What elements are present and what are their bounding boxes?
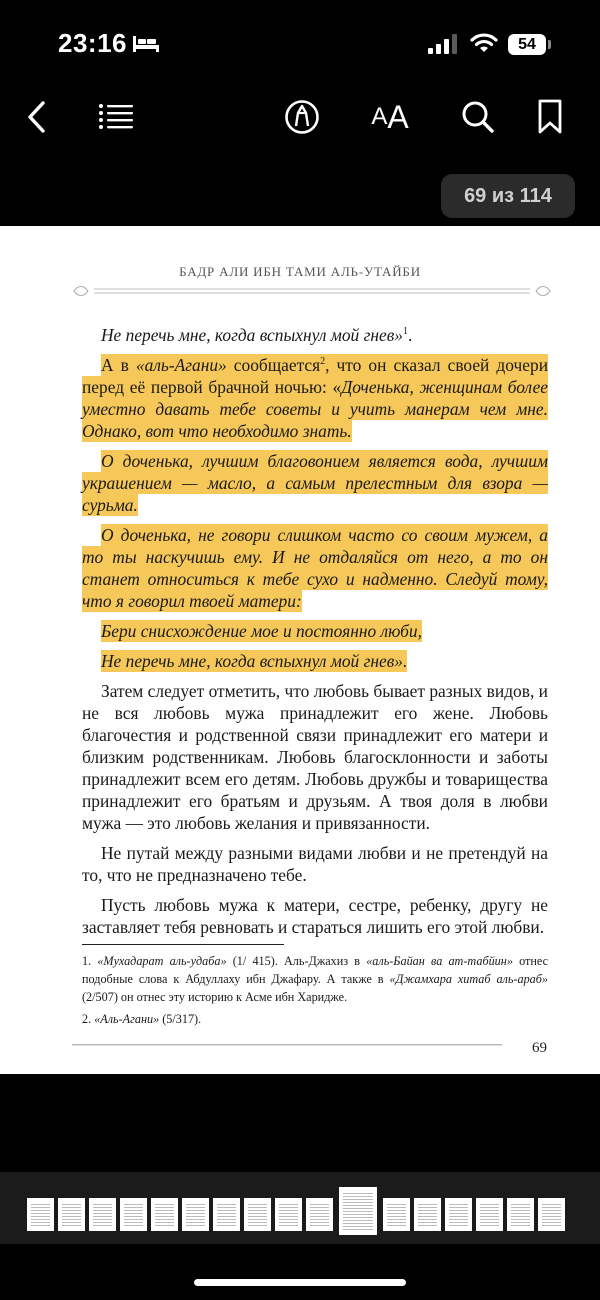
page-thumbnail[interactable] (306, 1198, 333, 1231)
footnote-divider (82, 944, 284, 945)
sleep-mode-icon (132, 35, 160, 53)
paragraph-6[interactable]: Пусть любовь мужа к матери, сестре, ребенку, другу не заставляет тебя ревновать и стараться лишить его этой любви. (82, 895, 548, 937)
page-thumbnail[interactable] (89, 1198, 116, 1231)
footnote-1: 1. «Мухадарат аль-удаба» (1/ 415). Аль-Джахиз в «аль-Байан ва ат-табйин» отнес подобные слова к Абдуллаху ибн Джафару. А также в «Джамхара хитаб аль-араб» (2/507) он отнес эту историю к Асме ибн Харидже. (82, 954, 548, 1004)
home-indicator[interactable] (194, 1279, 406, 1286)
page-thumbnail[interactable] (414, 1198, 441, 1231)
reader-toolbar (0, 86, 600, 148)
page-thumbnail[interactable] (383, 1198, 410, 1231)
verse-line-1[interactable]: Бери снисхождение мое и постоянно люби, (101, 621, 422, 641)
header-ornament (72, 284, 552, 300)
page-thumbnail[interactable] (27, 1198, 54, 1231)
cellular-signal-icon (428, 34, 458, 54)
page-thumbnail[interactable] (538, 1198, 565, 1231)
page-thumbnail[interactable] (275, 1198, 302, 1231)
page-thumbnail[interactable] (58, 1198, 85, 1231)
font-small-label: A (371, 103, 388, 130)
font-big-label: A (387, 98, 409, 135)
paragraph-2[interactable]: О доченька, лучшим благовонием является вода, лучшим украшением — масло, а самым прелестным для взора — сурьма. (82, 451, 548, 515)
footnote-2: 2. «Аль-Агани» (5/317). (82, 1012, 202, 1026)
page-thumbnail[interactable] (476, 1198, 503, 1231)
back-icon[interactable] (16, 86, 56, 148)
font-settings-button[interactable] (364, 86, 416, 148)
paragraph-5[interactable]: Не путай между разными видами любви и не претендуй на то, что не предназначено тебе. (82, 843, 548, 885)
thumbnail-list[interactable] (27, 1198, 569, 1231)
table-of-contents-icon[interactable] (94, 86, 138, 148)
running-head: БАДР АЛИ ИБН ТАМИ АЛЬ-УТАЙБИ (179, 264, 421, 279)
search-icon[interactable] (456, 86, 500, 148)
page-thumbnail[interactable] (120, 1198, 147, 1231)
page-content[interactable] (82, 324, 548, 938)
page-thumbnail-strip[interactable] (0, 1172, 600, 1244)
battery-level: 54 (508, 34, 546, 55)
battery-icon (548, 40, 551, 49)
paragraph-3[interactable]: О доченька, не говори слишком часто со своим мужем, а то ты наскучишь ему. И не отдаляйся от него, а то он станет относиться к тебе сухо и надменно. Следуй тому, что я говорил твоей матери: (82, 525, 548, 611)
verse-line-2[interactable]: Не перечь мне, когда вспыхнул мой гнев». (101, 651, 408, 671)
verse-intro: Не перечь мне, когда вспыхнул мой гнев»$^1$. (101, 325, 413, 345)
page-thumbnail[interactable] (445, 1198, 472, 1231)
wifi-icon (470, 32, 498, 54)
status-time: 23:16 (58, 28, 127, 58)
book-page[interactable] (0, 226, 600, 1074)
paragraph-1[interactable]: А в «аль-Агани» сообщается$^2$, что он сказал своей дочери перед её первой брачной ночью: «Доченька, женщинам более уместно давать тебе советы и учить манерам чем мне. Однако, вот что необходимо знать. (82, 355, 549, 441)
page-thumbnail[interactable] (507, 1198, 534, 1231)
page-thumbnail-current[interactable] (339, 1187, 377, 1235)
paragraph-4[interactable]: Затем следует отметить, что любовь бывает разных видов, и не вся любовь мужа принадлежит его жене. Любовь благочестия и родственной связи принадлежит его матери и близким родственникам. Любовь благосклонности и заботы принадлежит всем его детям. Любовь дружбы и товарищества принадлежит его братьям и друзьям. А твоя доля в любви мужа — это любовь желания и привязанности. (82, 681, 548, 833)
page-thumbnail[interactable] (213, 1198, 240, 1231)
bookmark-icon[interactable] (530, 86, 570, 148)
page-thumbnail[interactable] (151, 1198, 178, 1231)
page-counter: 69 из 114 (441, 174, 575, 218)
status-bar (0, 0, 600, 86)
footnotes (82, 952, 548, 1028)
page-number: 69 (532, 1040, 547, 1056)
page-thumbnail[interactable] (182, 1198, 209, 1231)
highlight-pen-icon[interactable] (282, 86, 322, 148)
page-thumbnail[interactable] (244, 1198, 271, 1231)
page-footer-rule (72, 1044, 502, 1046)
